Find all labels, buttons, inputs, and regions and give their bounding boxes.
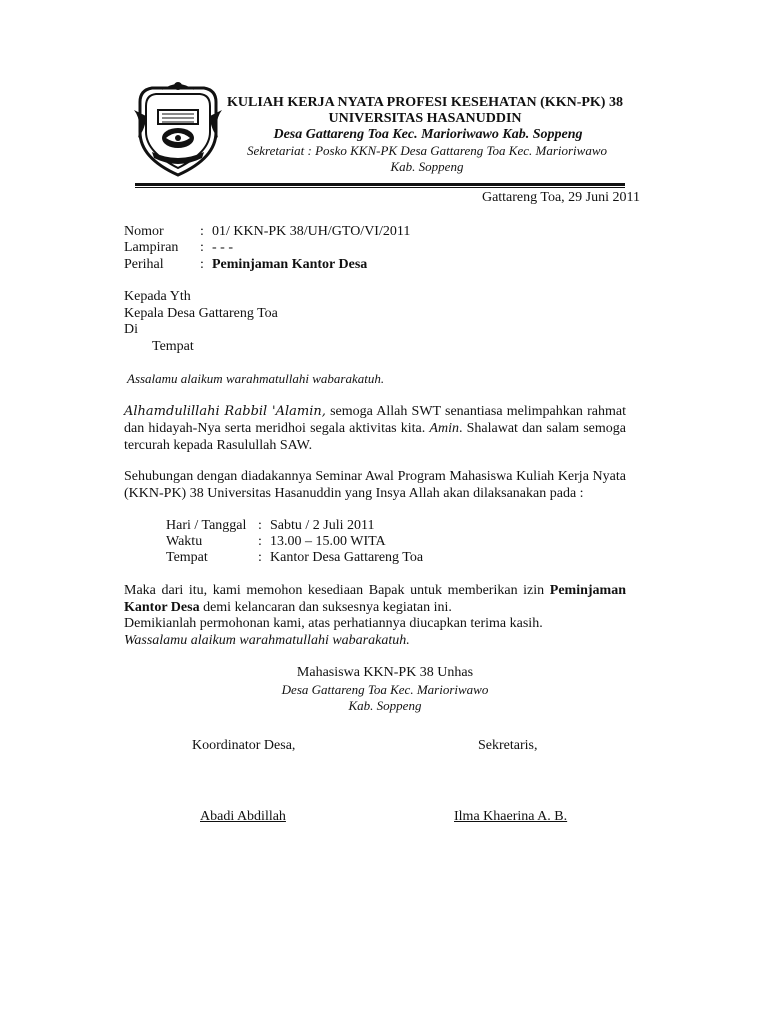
paragraph-request — [124, 582, 626, 616]
arabic-phrase: Alhamdulillahi Rabbil 'Alamin, — [124, 404, 326, 419]
paragraph-request-bold: Peminjaman Kantor Desa — [124, 583, 626, 615]
lampiran-value: - - - — [212, 240, 233, 255]
nomor-row — [124, 223, 410, 240]
paragraph-request-text1: Maka dari itu, kami memohon kesediaan Bapak untuk memberikan izin — [124, 583, 550, 598]
closing-greeting: Wassalamu alaikum warahmatullahi wabarakatuh. — [124, 633, 410, 648]
perihal-label: Perihal — [124, 257, 164, 272]
perihal-value: Peminjaman Kantor Desa — [212, 257, 368, 272]
lampiran-row — [124, 239, 233, 256]
event-time-colon: : — [258, 534, 262, 549]
perihal-colon: : — [200, 257, 204, 272]
event-day-value: Sabtu / 2 Juli 2011 — [270, 518, 375, 533]
event-place-label: Tempat — [166, 550, 208, 565]
signature-location: Desa Gattareng Toa Kec. Marioriwawo — [281, 682, 489, 697]
letterhead-secretariat: Sekretariat : Posko KKN-PK Desa Gattareng Toa Kec. Marioriwawo — [246, 143, 608, 158]
event-place-colon: : — [258, 550, 262, 565]
event-day-colon: : — [258, 518, 262, 533]
event-time-value: 13.00 – 15.00 WITA — [270, 534, 386, 549]
right-signer-name: Ilma Khaerina A. B. — [454, 809, 568, 824]
recipient-line1: Kepada Yth — [124, 289, 191, 304]
nomor-value: 01/ KKN-PK 38/UH/GTO/VI/2011 — [212, 224, 411, 239]
letterhead-title: KULIAH KERJA NYATA PROFESI KESEHATAN (KKN-PK) 38 — [227, 95, 623, 110]
letterhead-divider-thin — [135, 187, 625, 188]
left-signer-name: Abadi Abdillah — [200, 809, 286, 824]
signature-org: Mahasiswa KKN-PK 38 Unhas — [296, 665, 474, 680]
right-signer-role: Sekretaris, — [478, 738, 538, 753]
letterhead-divider — [135, 183, 625, 186]
letterhead-location: Desa Gattareng Toa Kec. Marioriwawo Kab. Soppeng — [273, 127, 583, 142]
recipient-line2: Kepala Desa Gattareng Toa — [124, 306, 278, 321]
paragraph-opening — [124, 403, 626, 454]
event-day-row — [166, 517, 375, 534]
amin-word: Amin — [429, 421, 459, 436]
nomor-colon: : — [200, 224, 204, 239]
nomor-label: Nomor — [124, 224, 164, 239]
recipient-line3: Di — [124, 322, 138, 337]
left-signer-role: Koordinator Desa, — [192, 738, 296, 753]
perihal-row — [124, 256, 367, 273]
paragraph-opening-text1: semoga Allah SWT senantiasa melimpahkan rahmat dan hidayah-Nya serta meridhoi segala aktivitas kita. — [124, 404, 626, 436]
letterhead-regency: Kab. Soppeng — [390, 159, 464, 174]
recipient-line4: Tempat — [152, 339, 194, 354]
paragraph-request-text2: demi kelancaran dan suksesnya kegiatan ini. — [199, 600, 452, 615]
lampiran-label: Lampiran — [124, 240, 179, 255]
paragraph-opening-text2: . Shalawat dan salam semoga tercurah kepada Rasulullah SAW. — [124, 421, 626, 453]
letterhead-university: UNIVERSITAS HASANUDDIN — [328, 111, 522, 126]
event-place-value: Kantor Desa Gattareng Toa — [270, 550, 424, 565]
paragraph-intro: Sehubungan dengan diadakannya Seminar Awal Program Mahasiswa Kuliah Kerja Nyata (KKN-PK) 38 Universitas Hasanuddin yang Insya Allah akan dilaksanakan pada : — [124, 469, 626, 501]
letter-date: Gattareng Toa, 29 Juni 2011 — [481, 190, 640, 205]
lampiran-colon: : — [200, 240, 204, 255]
paragraph-thanks: Demikianlah permohonan kami, atas perhatiannya diucapkan terima kasih. — [124, 616, 543, 631]
signature-regency: Kab. Soppeng — [348, 698, 422, 713]
event-day-label: Hari / Tanggal — [166, 518, 247, 533]
opening-greeting: Assalamu alaikum warahmatullahi wabarakatuh. — [127, 371, 385, 386]
event-time-label: Waktu — [166, 534, 203, 549]
event-time-row — [166, 533, 386, 550]
event-place-row — [166, 549, 423, 566]
